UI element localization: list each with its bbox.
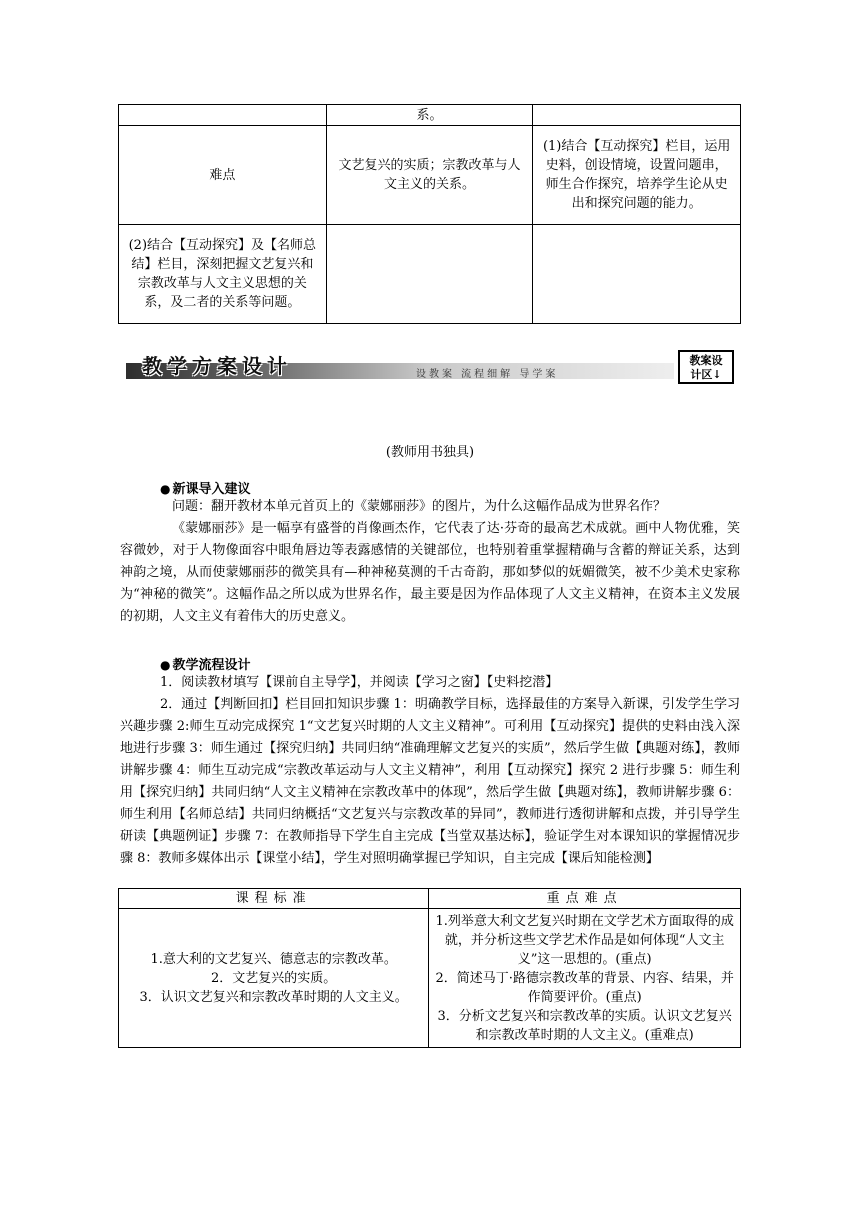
list-item: 2．文艺复兴的实质。 <box>211 970 337 986</box>
section-banner <box>126 350 734 386</box>
lesson-plan-area-badge <box>678 350 734 384</box>
table-cell: 文艺复兴的实质；宗教改革与人文主义的关系。 <box>326 126 533 225</box>
section-title-intro <box>160 478 251 497</box>
table-row <box>119 105 741 126</box>
flow-step-1: 1．阅读教材填写【课前自主导学】，并阅读【学习之窗】【史料挖潜】 <box>160 675 559 690</box>
teacher-note: (教师用书独具) <box>385 445 475 460</box>
bullet-icon: ● <box>160 658 171 672</box>
flow-step-2: 2．通过【判断回扣】栏目回扣知识步骤 1：明确教学目标，选择最佳的方案导入新课，引发学生学习兴趣步骤 2:师生互动完成探究 1“文艺复兴时期的人文主义精神”。可利用【互动探究】提供的史料由浅入深地进行步骤 3：师生通过【探究归纳】共同归纳“准确理解文艺复兴的实质”，然后学生做【典题对练】，教师讲解步骤 4：师生互动完成“宗教改革运动与人文主义精神”，利用【互动探究】探究 2 进行步骤 5：师生利用【探究归纳】共同归纳“人文主义精神在宗教改革中的体现”，然后学生做【典题对练】，教师讲解步骤 6：师生利用【名师总结】共同归纳概括“文艺复兴与宗教改革的异同”，教师进行透彻讲解和点拨，并引导学生研读【典题例证】步骤 7：在教师指导下学生自主完成【当堂双基达标】，验证学生对本课知识的掌握情况步骤 8：教师多媒体出示【课堂小结】，学生对照明确掌握已学知识，自主完成【课后知能检测】 <box>120 697 740 866</box>
header-standards: 课程标准 <box>119 889 429 909</box>
table-cell-difficulty: 难点 <box>119 126 327 225</box>
table-cell <box>119 105 327 126</box>
list-item: 1.意大利的文艺复兴、德意志的宗教改革。 <box>150 951 397 967</box>
table-header-row <box>119 889 741 909</box>
top-table <box>118 104 741 324</box>
list-item: 3．认识文艺复兴和宗教改革时期的人文主义。 <box>139 989 408 1005</box>
list-item: 3．分析文艺复兴和宗教改革的实质。认识文艺复兴和宗教改革时期的人文主义。(重难点) <box>437 1008 732 1043</box>
key-points-cell <box>429 909 741 1048</box>
intro-answer: 《蒙娜丽莎》是一幅享有盛誉的肖像画杰作，它代表了达·芬奇的最高艺术成就。画中人物优雅，笑容微妙，对于人物像面容中眼角唇边等表露感情的关键部位，也特别着重掌握精确与含蓄的辩证关系，达到神韵之境，从而使蒙娜丽莎的微笑具有—种神秘莫测的千古奇韵，那如梦似的妩媚微笑，被不少美术史家称为“神秘的微笑”。这幅作品之所以成为世界名作，最主要是因为作品体现了人文主义精神，在资本主义发展的初期，人文主义有着伟大的历史意义。 <box>120 521 740 624</box>
list-item: 1.列举意大利文艺复兴时期在文学艺术方面取得的成就，并分析这些文学艺术作品是如何体现“人文主义”这一思想的。(重点) <box>435 913 734 967</box>
standards-table <box>118 888 741 1048</box>
table-cell <box>533 105 741 126</box>
banner-subtitle: 设教案 流程细解 导学案 <box>416 369 559 380</box>
badge-line-1: 教案设 <box>689 354 723 367</box>
bullet-icon: ● <box>160 482 171 496</box>
table-cell <box>326 225 533 324</box>
intro-question: 问题：翻开教材本单元首页上的《蒙娜丽莎》的图片，为什么这幅作品成为世界名作？ <box>172 499 667 514</box>
banner-title: 教学方案设计 <box>142 354 292 378</box>
section-title-text: 教学流程设计 <box>172 658 251 673</box>
table-cell: 系。 <box>326 105 533 126</box>
header-key-points: 重点难点 <box>429 889 741 909</box>
table-cell: (1)结合【互动探究】栏目，运用史料，创设情境，设置问题串，师生合作探究，培养学生论从史出和探究问题的能力。 <box>533 126 741 225</box>
table-cell: (2)结合【互动探究】及【名师总结】栏目，深刻把握文艺复兴和宗教改革与人文主义思想的关系，及二者的关系等问题。 <box>119 225 327 324</box>
table-cell <box>533 225 741 324</box>
badge-line-2: 计区↓ <box>690 368 722 381</box>
section-title-text: 新课导入建议 <box>172 482 251 497</box>
section-title-flow <box>160 654 251 673</box>
table-row <box>119 225 741 324</box>
table-row <box>119 909 741 1048</box>
table-row <box>119 126 741 225</box>
list-item: 2．简述马丁·路德宗教改革的背景、内容、结果，并作简要评价。(重点) <box>435 970 734 1005</box>
standards-cell <box>119 909 429 1048</box>
